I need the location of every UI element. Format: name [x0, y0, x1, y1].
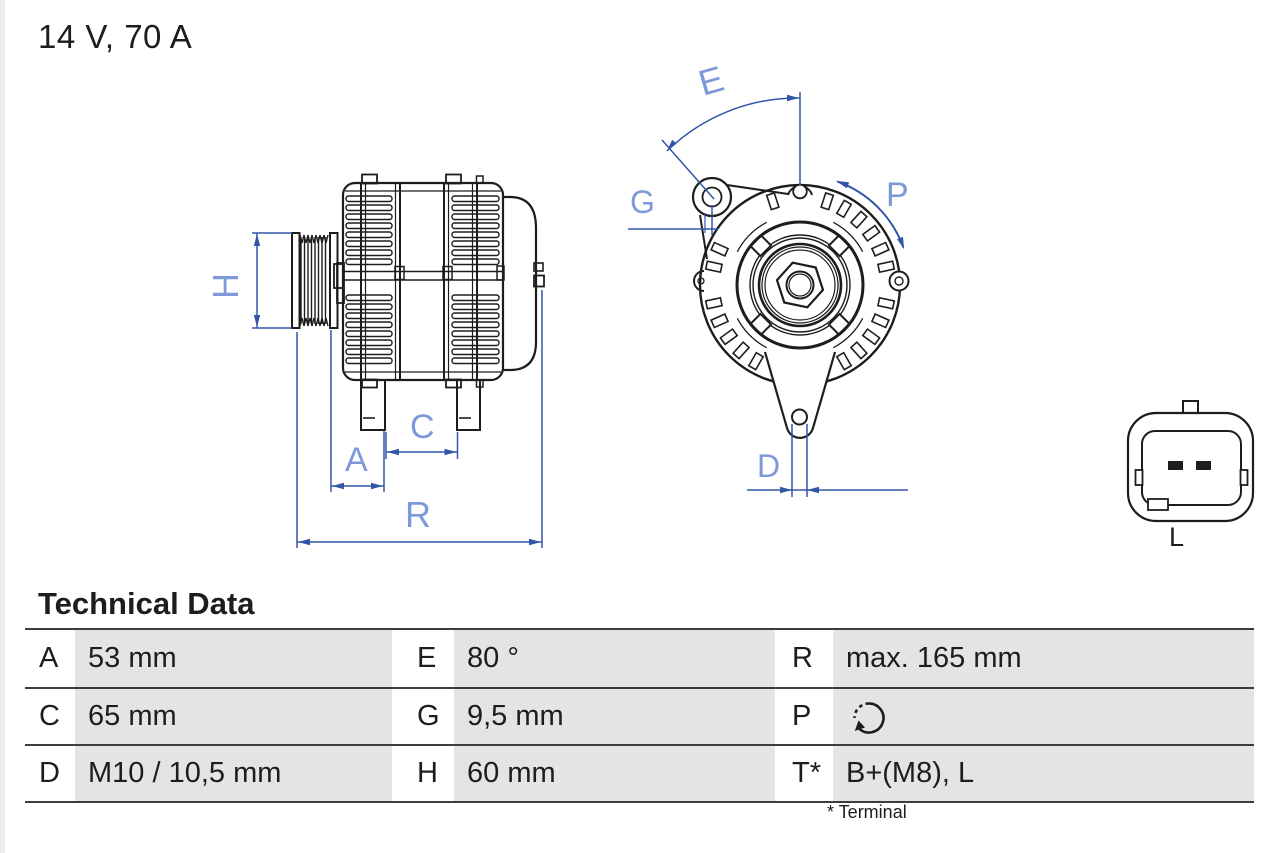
side-view-drawing	[292, 175, 544, 431]
terminal-footnote: * Terminal	[827, 802, 907, 822]
dim-key-g: G	[392, 689, 454, 744]
dim-value-r: max. 165 mm	[833, 630, 1254, 687]
dimension-label-p: P	[886, 176, 909, 214]
dim-key-h: H	[392, 746, 454, 801]
technical-data-table	[25, 628, 1254, 803]
dim-key-t: T*	[775, 746, 833, 801]
connector-drawing	[1128, 401, 1253, 521]
dim-value-e: 80 °	[454, 630, 775, 687]
connector-label: L	[1169, 522, 1185, 552]
dim-key-d: D	[25, 746, 75, 801]
dimension-label-r: R	[405, 494, 431, 535]
dim-key-r: R	[775, 630, 833, 687]
dim-value-a: 53 mm	[75, 630, 392, 687]
dim-key-e: E	[392, 630, 454, 687]
front-view-dimensions	[628, 92, 908, 497]
front-view-drawing	[693, 178, 909, 438]
table-row	[25, 744, 1254, 803]
dim-value-t: B+(M8), L	[833, 746, 1254, 801]
front-view-dimension-labels	[630, 58, 909, 484]
page-title: 14 V, 70 A	[38, 18, 193, 55]
dimension-label-a: A	[345, 441, 368, 479]
dim-value-c: 65 mm	[75, 689, 392, 744]
table-row	[25, 687, 1254, 744]
dim-value-g: 9,5 mm	[454, 689, 775, 744]
connector-pins	[1168, 461, 1211, 470]
dim-key-a: A	[25, 630, 75, 687]
dimension-label-d: D	[757, 448, 781, 484]
pulley-ribs-pattern	[300, 235, 328, 326]
dimension-label-e: E	[693, 57, 729, 104]
table-row	[25, 628, 1254, 687]
dim-value-h: 60 mm	[454, 746, 775, 801]
dimension-label-g: G	[630, 184, 655, 220]
dimension-label-c: C	[410, 408, 435, 446]
section-heading: Technical Data	[38, 586, 255, 621]
dim-key-c: C	[25, 689, 75, 744]
dim-value-d: M10 / 10,5 mm	[75, 746, 392, 801]
dim-value-p	[833, 689, 1254, 744]
rotation-direction-icon	[846, 694, 892, 740]
dim-key-p: P	[775, 689, 833, 744]
dimension-label-h: H	[205, 273, 246, 299]
